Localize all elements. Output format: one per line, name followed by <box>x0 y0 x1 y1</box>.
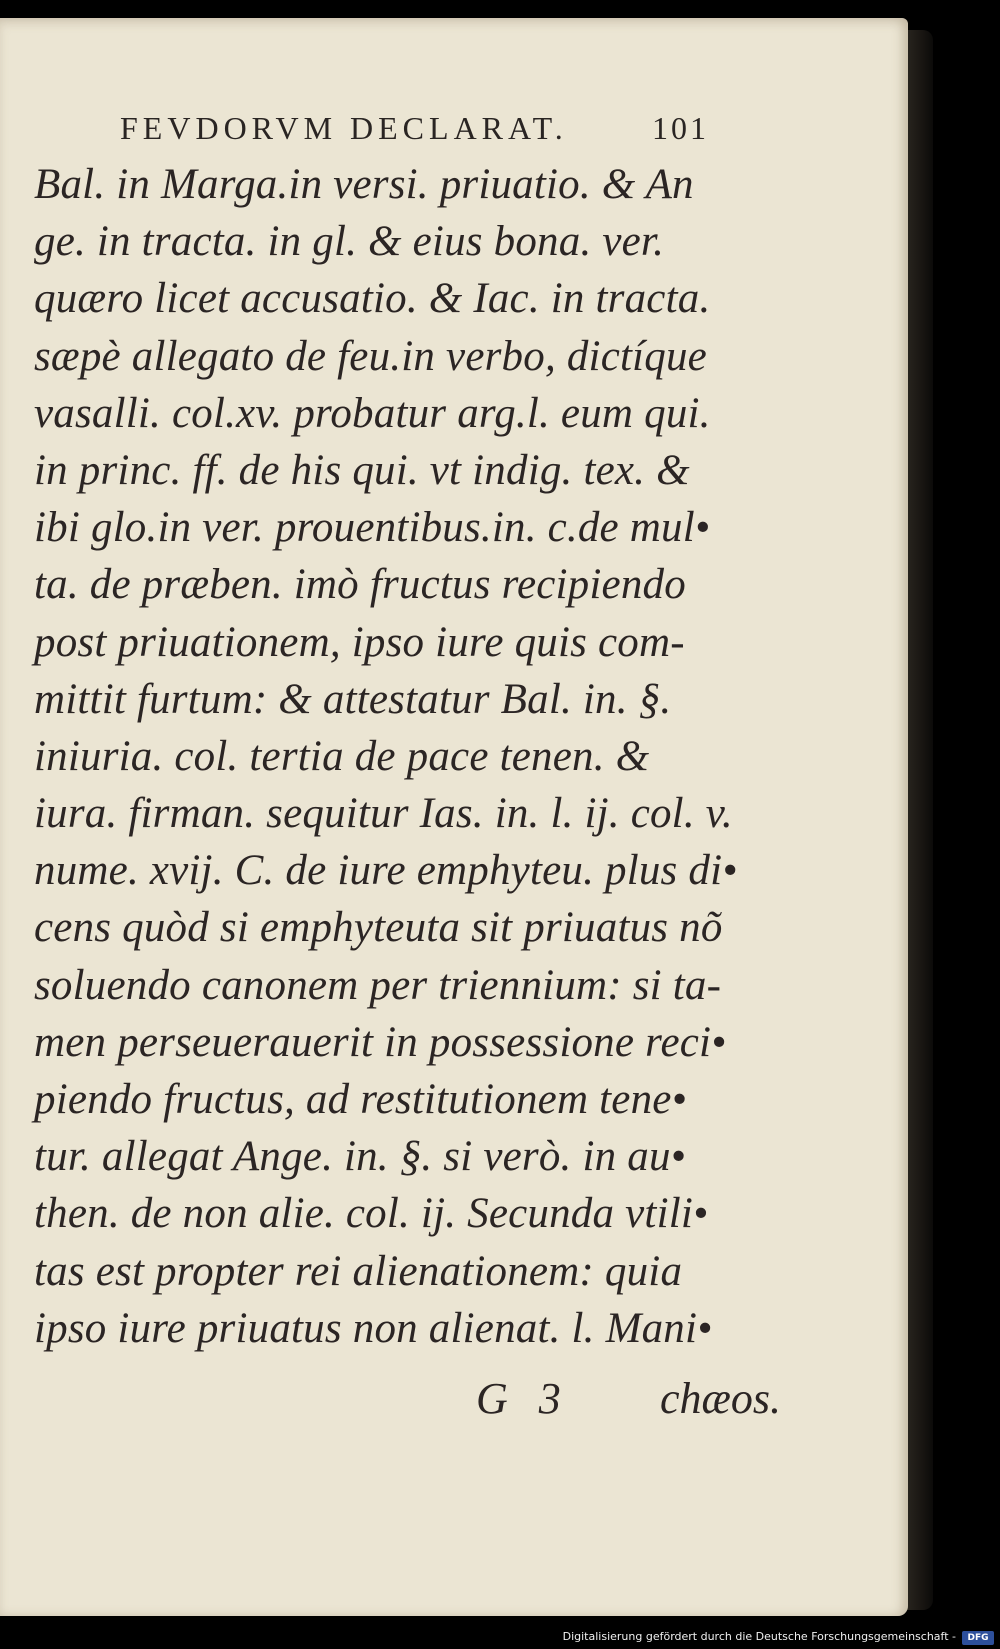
text-line: in princ. ff. de his qui. vt indig. tex. & <box>34 446 690 494</box>
text-line: soluendo canonem per triennium: si ta- <box>34 961 722 1009</box>
digitization-credit: Digitalisierung gefördert durch die Deutsche Forschungsgemeinschaft - <box>562 1630 956 1643</box>
book-page <box>0 18 908 1616</box>
text-line: iura. firman. sequitur Ias. in. l. ij. col. v. <box>34 790 733 838</box>
text-line: men perseuerauerit in possessione reci• <box>34 1018 727 1066</box>
text-line: vasalli. col.xv. probatur arg.l. eum qui. <box>34 389 711 437</box>
text-line: nume. xvij. C. de iure emphyteu. plus di• <box>34 847 738 895</box>
text-line: ibi glo.in ver. prouentibus.in. c.de mul• <box>34 504 711 552</box>
text-line: ge. in tracta. in gl. & eius bona. ver. <box>34 218 665 266</box>
body-text <box>34 156 794 1357</box>
book-page-edge <box>905 30 933 1610</box>
running-head <box>120 110 720 150</box>
running-title: FEVDORVM DECLARAT. <box>120 110 568 146</box>
text-line: ipso iure priuatus non alienat. l. Mani• <box>34 1304 713 1352</box>
signature-mark: G 3 <box>476 1374 571 1423</box>
text-line: piendo fructus, ad restitutionem tene• <box>34 1076 687 1123</box>
text-line: cens quòd si emphyteuta sit priuatus nõ <box>34 904 723 952</box>
page-number: 101 <box>652 110 709 146</box>
text-line: post priuationem, ipso iure quis com- <box>34 618 685 666</box>
dfg-logo-icon: DFG <box>962 1631 994 1645</box>
digitization-footer <box>0 1628 1000 1649</box>
text-line: ta. de præben. imò fructus recipiendo <box>34 561 686 609</box>
text-line: tas est propter rei alienationem: quia <box>34 1247 683 1295</box>
text-line: sæpè allegato de feu.in verbo, dictíque <box>34 332 707 380</box>
text-line: then. de non alie. col. ij. Secunda vtili• <box>34 1190 709 1238</box>
signature-line <box>0 1373 908 1433</box>
text-line: iniuria. col. tertia de pace tenen. & <box>34 732 650 780</box>
catchword: chæos. <box>660 1374 781 1423</box>
text-line: Bal. in Marga.in versi. priuatio. & An <box>34 161 694 208</box>
text-line: tur. allegat Ange. in. §. si verò. in au• <box>34 1133 686 1181</box>
text-line: mittit furtum: & attestatur Bal. in. §. <box>34 675 672 723</box>
text-line: quæro licet accusatio. & Iac. in tracta. <box>34 275 711 323</box>
